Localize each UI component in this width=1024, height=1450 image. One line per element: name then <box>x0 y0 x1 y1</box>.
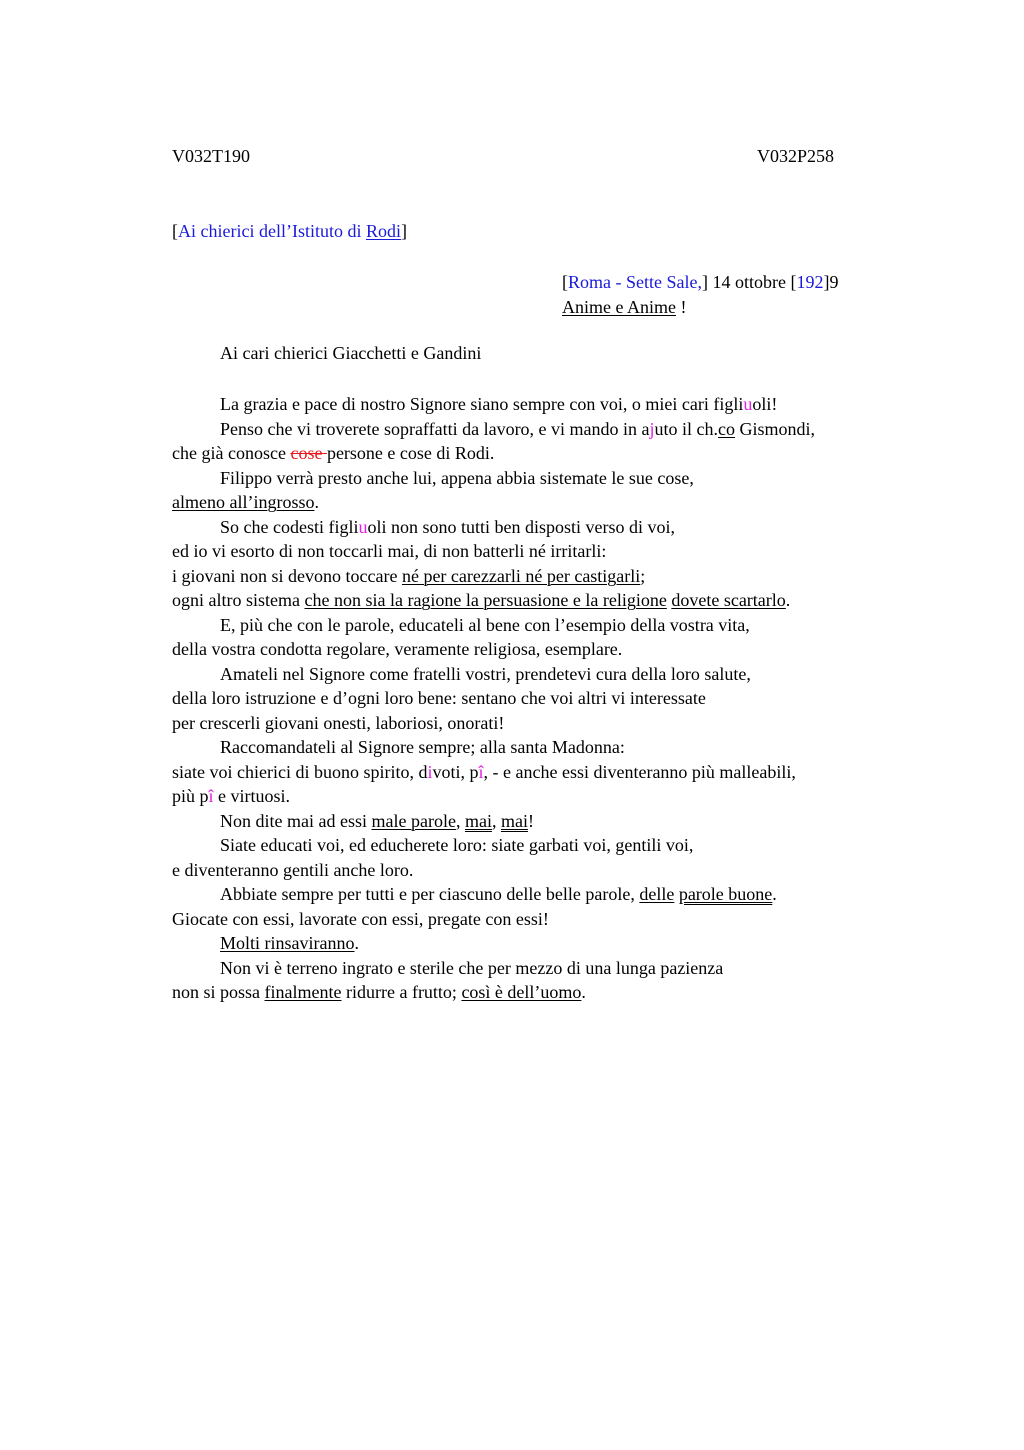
text-segment: Gismondi, <box>735 418 816 439</box>
text-segment: e diventeranno gentili anche loro. <box>172 859 414 880</box>
title-text: Ai chierici dell’Istituto di <box>178 221 366 241</box>
text-segment: Non vi è terreno ingrato e sterile che per mezzo di una lunga pazienza <box>220 957 724 978</box>
letter-line <box>172 858 932 883</box>
correction-mark: î <box>208 786 214 806</box>
text-segment: , <box>455 810 465 831</box>
letter-line <box>172 539 932 564</box>
date-open-bracket: [ <box>562 272 568 292</box>
correction-mark: i <box>427 761 433 782</box>
motto: Anime e Anime <box>562 296 676 317</box>
year-prefix: 192 <box>796 272 824 292</box>
letter-title <box>172 221 407 242</box>
letter-line <box>172 686 932 711</box>
underlined-text: almeno all’ingrosso <box>172 492 315 512</box>
text-segment: Raccomandateli al Signore sempre; alla santa Madonna: <box>220 737 625 757</box>
letter-line <box>172 980 932 1005</box>
text-segment: Filippo verrà presto anche lui, appena abbia sistemate le sue cose, <box>220 467 694 488</box>
text-segment: . <box>772 884 777 904</box>
text-segment: oli non sono tutti ben disposti verso di voi, <box>367 516 675 537</box>
text-segment: Siate educati voi, ed educherete loro: siate garbati voi, gentili voi, <box>220 835 694 855</box>
text-segment: persone e cose di Rodi. <box>326 443 495 463</box>
letter-line <box>172 784 932 809</box>
year-close-bracket: ] <box>823 272 830 292</box>
date-line <box>562 270 838 295</box>
text-segment: Penso che vi troverete sopraffatti da lavoro, e vi mando in a <box>220 418 650 439</box>
text-segment: della vostra condotta regolare, veramente religiosa, esemplare. <box>172 639 623 659</box>
letter-line <box>172 564 932 589</box>
underlined-text: Molti rinsaviranno <box>220 933 355 953</box>
letter-line <box>172 417 932 442</box>
letter-line <box>172 956 932 981</box>
letter-line <box>172 833 932 858</box>
text-segment: uto il ch. <box>654 418 719 439</box>
correction-mark: î <box>478 761 484 782</box>
underlined-text: delle <box>639 884 675 904</box>
underlined-text: mai <box>464 810 492 831</box>
text-segment: siate voi chierici di buono spirito, d <box>172 761 428 782</box>
letter-line <box>172 931 932 956</box>
motto-end: ! <box>675 296 687 317</box>
text-segment: che già conosce <box>172 443 291 463</box>
text-segment: La grazia e pace di nostro Signore siano sempre con voi, o miei cari figli <box>220 394 744 414</box>
deleted-text: cose <box>290 443 327 463</box>
document-code-left: V032T190 <box>172 146 250 166</box>
text-segment: . <box>314 492 319 512</box>
year-digit: 9 <box>829 272 839 292</box>
text-segment: non si possa <box>172 982 265 1002</box>
letter-line <box>172 735 932 760</box>
letter-line <box>172 490 932 515</box>
text-segment: E, più che con le parole, educateli al bene con l’esempio della vostra vita, <box>220 614 750 635</box>
letter-line <box>172 907 932 932</box>
underlined-text: male parole <box>371 810 456 831</box>
correction-mark: u <box>743 394 753 414</box>
letter-line <box>172 588 932 613</box>
text-segment: So che codesti figli <box>220 516 359 537</box>
underlined-text: finalmente <box>264 982 342 1002</box>
letter-line <box>172 637 932 662</box>
text-segment: Abbiate sempre per tutti e per ciascuno delle belle parole, <box>220 884 640 904</box>
correction-mark: j <box>649 418 655 439</box>
text-segment: ! <box>527 810 534 831</box>
underlined-text: co <box>718 418 736 439</box>
letter-line <box>172 441 932 466</box>
text-segment: ; <box>640 565 646 586</box>
letter-line <box>172 392 932 417</box>
text-segment: i giovani non si devono toccare <box>172 565 402 586</box>
date-place: Roma - Sette Sale, <box>568 272 702 292</box>
page-code-right: V032P258 <box>757 146 835 166</box>
underlined-text: che non sia la ragione la persuasione e la religione <box>304 590 667 610</box>
letter-line <box>172 809 932 834</box>
underlined-text: così è dell’uomo <box>461 982 582 1002</box>
text-segment: , - e anche essi diventeranno più malleabili, <box>483 761 796 782</box>
text-segment: per crescerli giovani onesti, laboriosi, onorati! <box>172 712 505 733</box>
letter-dateline <box>562 270 838 319</box>
letter-line <box>172 515 932 540</box>
correction-mark: u <box>358 516 368 537</box>
letter-body <box>172 392 932 1005</box>
text-segment: Amateli nel Signore come fratelli vostri, prendetevi cura della loro salute, <box>220 663 751 684</box>
letter-line <box>172 662 932 687</box>
text-segment: Giocate con essi, lavorate con essi, pregate con essi! <box>172 908 549 929</box>
title-open-bracket: [ <box>172 221 178 241</box>
title-place: Rodi <box>365 221 401 241</box>
letter-line <box>172 466 932 491</box>
year-open-bracket: [ <box>790 272 797 292</box>
text-segment: voti, p <box>432 761 479 782</box>
letter-line <box>172 613 932 638</box>
underlined-text: dovete scartarlo <box>671 590 786 610</box>
title-close-bracket: ] <box>400 221 407 241</box>
text-segment: ogni altro sistema <box>172 590 305 610</box>
date-day-month: 14 ottobre <box>707 272 791 292</box>
text-segment: . <box>581 982 586 1002</box>
letter-line <box>172 760 932 785</box>
text-segment: oli! <box>752 394 778 414</box>
letter-line <box>172 882 932 907</box>
underlined-text: parole buone <box>678 884 773 904</box>
letter-line <box>172 711 932 736</box>
underlined-text: mai <box>500 810 528 831</box>
text-segment: , <box>491 810 501 831</box>
text-segment: e virtuosi. <box>213 786 291 806</box>
underlined-text: né per carezzarli né per castigarli <box>401 565 641 586</box>
text-segment: . <box>354 933 359 953</box>
text-segment: . <box>785 590 791 610</box>
salutation: Ai cari chierici Giacchetti e Gandini <box>220 343 482 363</box>
text-segment: più p <box>172 786 209 806</box>
motto-line <box>562 295 838 320</box>
text-segment: della loro istruzione e d’ogni loro bene: sentano che voi altri vi interessate <box>172 688 706 708</box>
text-segment: ridurre a frutto; <box>341 982 462 1002</box>
text-segment: ed io vi esorto di non toccarli mai, di non batterli né irritarli: <box>172 541 607 561</box>
text-segment: Non dite mai ad essi <box>220 810 372 831</box>
date-close-bracket: ] <box>701 272 708 292</box>
